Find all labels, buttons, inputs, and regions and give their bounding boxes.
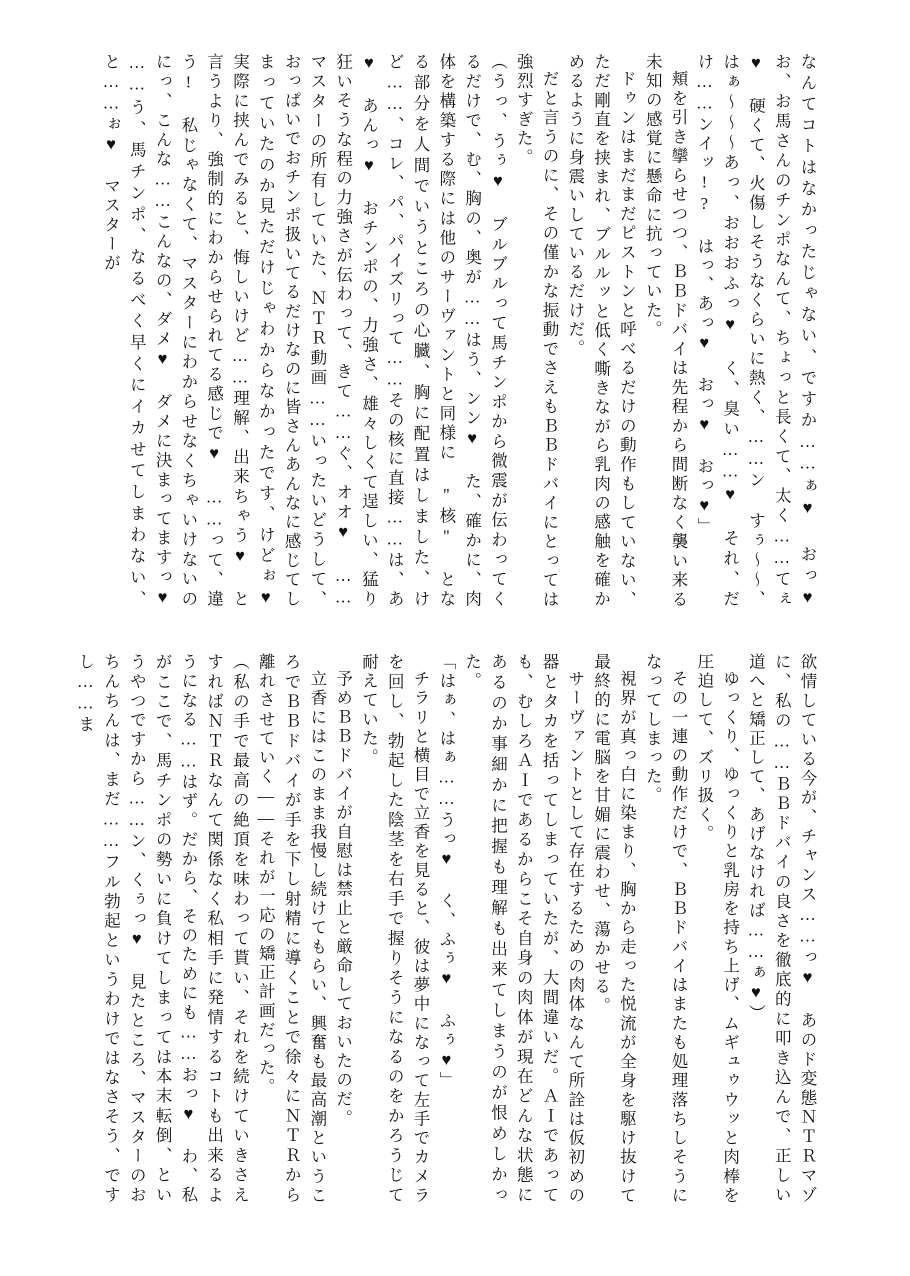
paragraph: サーヴァントとして存在するための肉体なんて所詮は仮初めの器とタカを括ってしまっていたが、大間違いだ。ＡＩであっても、むしろＡＩであるからこそ自身の肉体が現在どんな状態にあるのか事細かに把握も理解も出来てしまうのが恨めしかった。 [462,653,585,1205]
paragraph: チラリと横目で立香を見ると、彼は夢中になって左手でカメラを回し、勃起した陰茎を右手で握りそうになるのをかろうじて耐えていた。 [359,653,431,1205]
text-block-lower [75,653,820,1205]
paragraph: 「はぁ、はぁ……うっ♥ く、ふぅ♥ ふぅ♥」 [436,653,456,1091]
text-block-upper [92,53,820,609]
paragraph: 欲情している今が、チャンス……っ♥ あのド変態ＮＴＲマゾに、私の……ＢＢドバイの良さを徹底的に叩き込んで、正しい道へと矯正して、あげなければ……ぁ♥） [746,653,817,1205]
paragraph: だと言うのに、その僅かな振動でさえもＢＢドバイにとっては強烈すぎた。 [514,53,560,609]
paragraph: ドゥンはまだまだピストンと呼べるだけの動作もしていない、ただ剛直を挟まれ、ブルルッと低く嘶きながら乳肉の感触を確かめるように身震いしているだけだ。 [565,53,637,609]
paragraph: （うっ、うぅ♥ ブルブルって馬チンポから微震が伝わってくるだけで、む、胸の、奥が……はう、ンン♥ た、確かに、肉体を構築する際には他のサーヴァントと同様に "核" となる部分を人間でいうところの心臓、胸に配置はしました、けど……、コレ、パ、パイズリって……その核に直接……は、あ♥ あんっ♥ おチンポの、力強さ、雄々しくて逞しい、猛り狂いそうな程の力強さが伝わって、きて……ぐ、オオ♥ ……マスターの所有していた、ＮＴＲ動画……いったいどうして、おっぱいでおチンポ扱いてるだけなのに皆さんあんなに感じてしまっていたのか見ただけじゃわからなかったです、けどぉ♥ 実際に挟んでみると、悔しいけど……理解、出来ちゃう♥ と言うより、強制的にわからせられてる感じで♥ ……って、違う! 私じゃなくて、マスターにわからせなくちゃいけないのにっ、こんな……こんなの、ダメ♥ ダメに決まってますっ♥ ……う、馬チンポ、なるべく早くにイカせてしまわない、と……ぉ♥ マスターが [101,53,508,609]
paragraph: 予めＢＢドバイが自慰は禁止と厳命しておいたのだ。 [333,669,353,1128]
paragraph: ゆっくり、ゆっくりと乳房を持ち上げ、ムギュゥウッと肉棒を圧迫して、ズリ扱く。 [694,653,740,1205]
paragraph: なんてコトはなかったじゃない、ですか……ぁ♥ おっ♥ お、お馬さんのチンポなんて、ちょっと長くて、太く……てぇ♥ 硬くて、火傷しそうなくらいに熱く、……ン すぅ～～、はぁ～～～あっ、おおおふっ♥ く、臭い……♥ それ、だけ……ンイッ!? はっ、あっ♥ おっ♥ おっ♥」 [694,53,817,609]
paragraph: 立香にはこのまま我慢し続けてもらい、興奮も最高潮というころでＢＢドバイが手を下し射精に導くことで徐々にＮＴＲから離れさせていく――それが一応の矯正計画だった。 [256,653,327,1205]
paragraph: （私の手で最高の絶頂を味わって貰い、それを続けていきさえすればＮＴＲなんて関係なく私相手に発情するコトも出来るようになる……はず。だから、そのためにも……おっ♥ わ、私がここで、馬チンポの勢いに負けてしまっては本末転倒、というやつですから……ン、くぅっ♥ 見たところ、マスターのおちんちんは、まだ……フル勃起というわけではなさそう、ですし……ま [75,653,250,1205]
paragraph: 頬を引き攣らせつつ、ＢＢドバイは先程から間断なく襲い来る未知の感覚に懸命に抗っていた。 [643,53,689,609]
paragraph: その一連の動作だけで、ＢＢドバイはまたも処理落ちしそうになってしまった。 [643,653,689,1205]
paragraph: 視界が真っ白に染まり、胸から走った悦流が全身を駆け抜けて最終的に電脳を甘媚に震わせ、蕩かせる。 [591,653,637,1205]
